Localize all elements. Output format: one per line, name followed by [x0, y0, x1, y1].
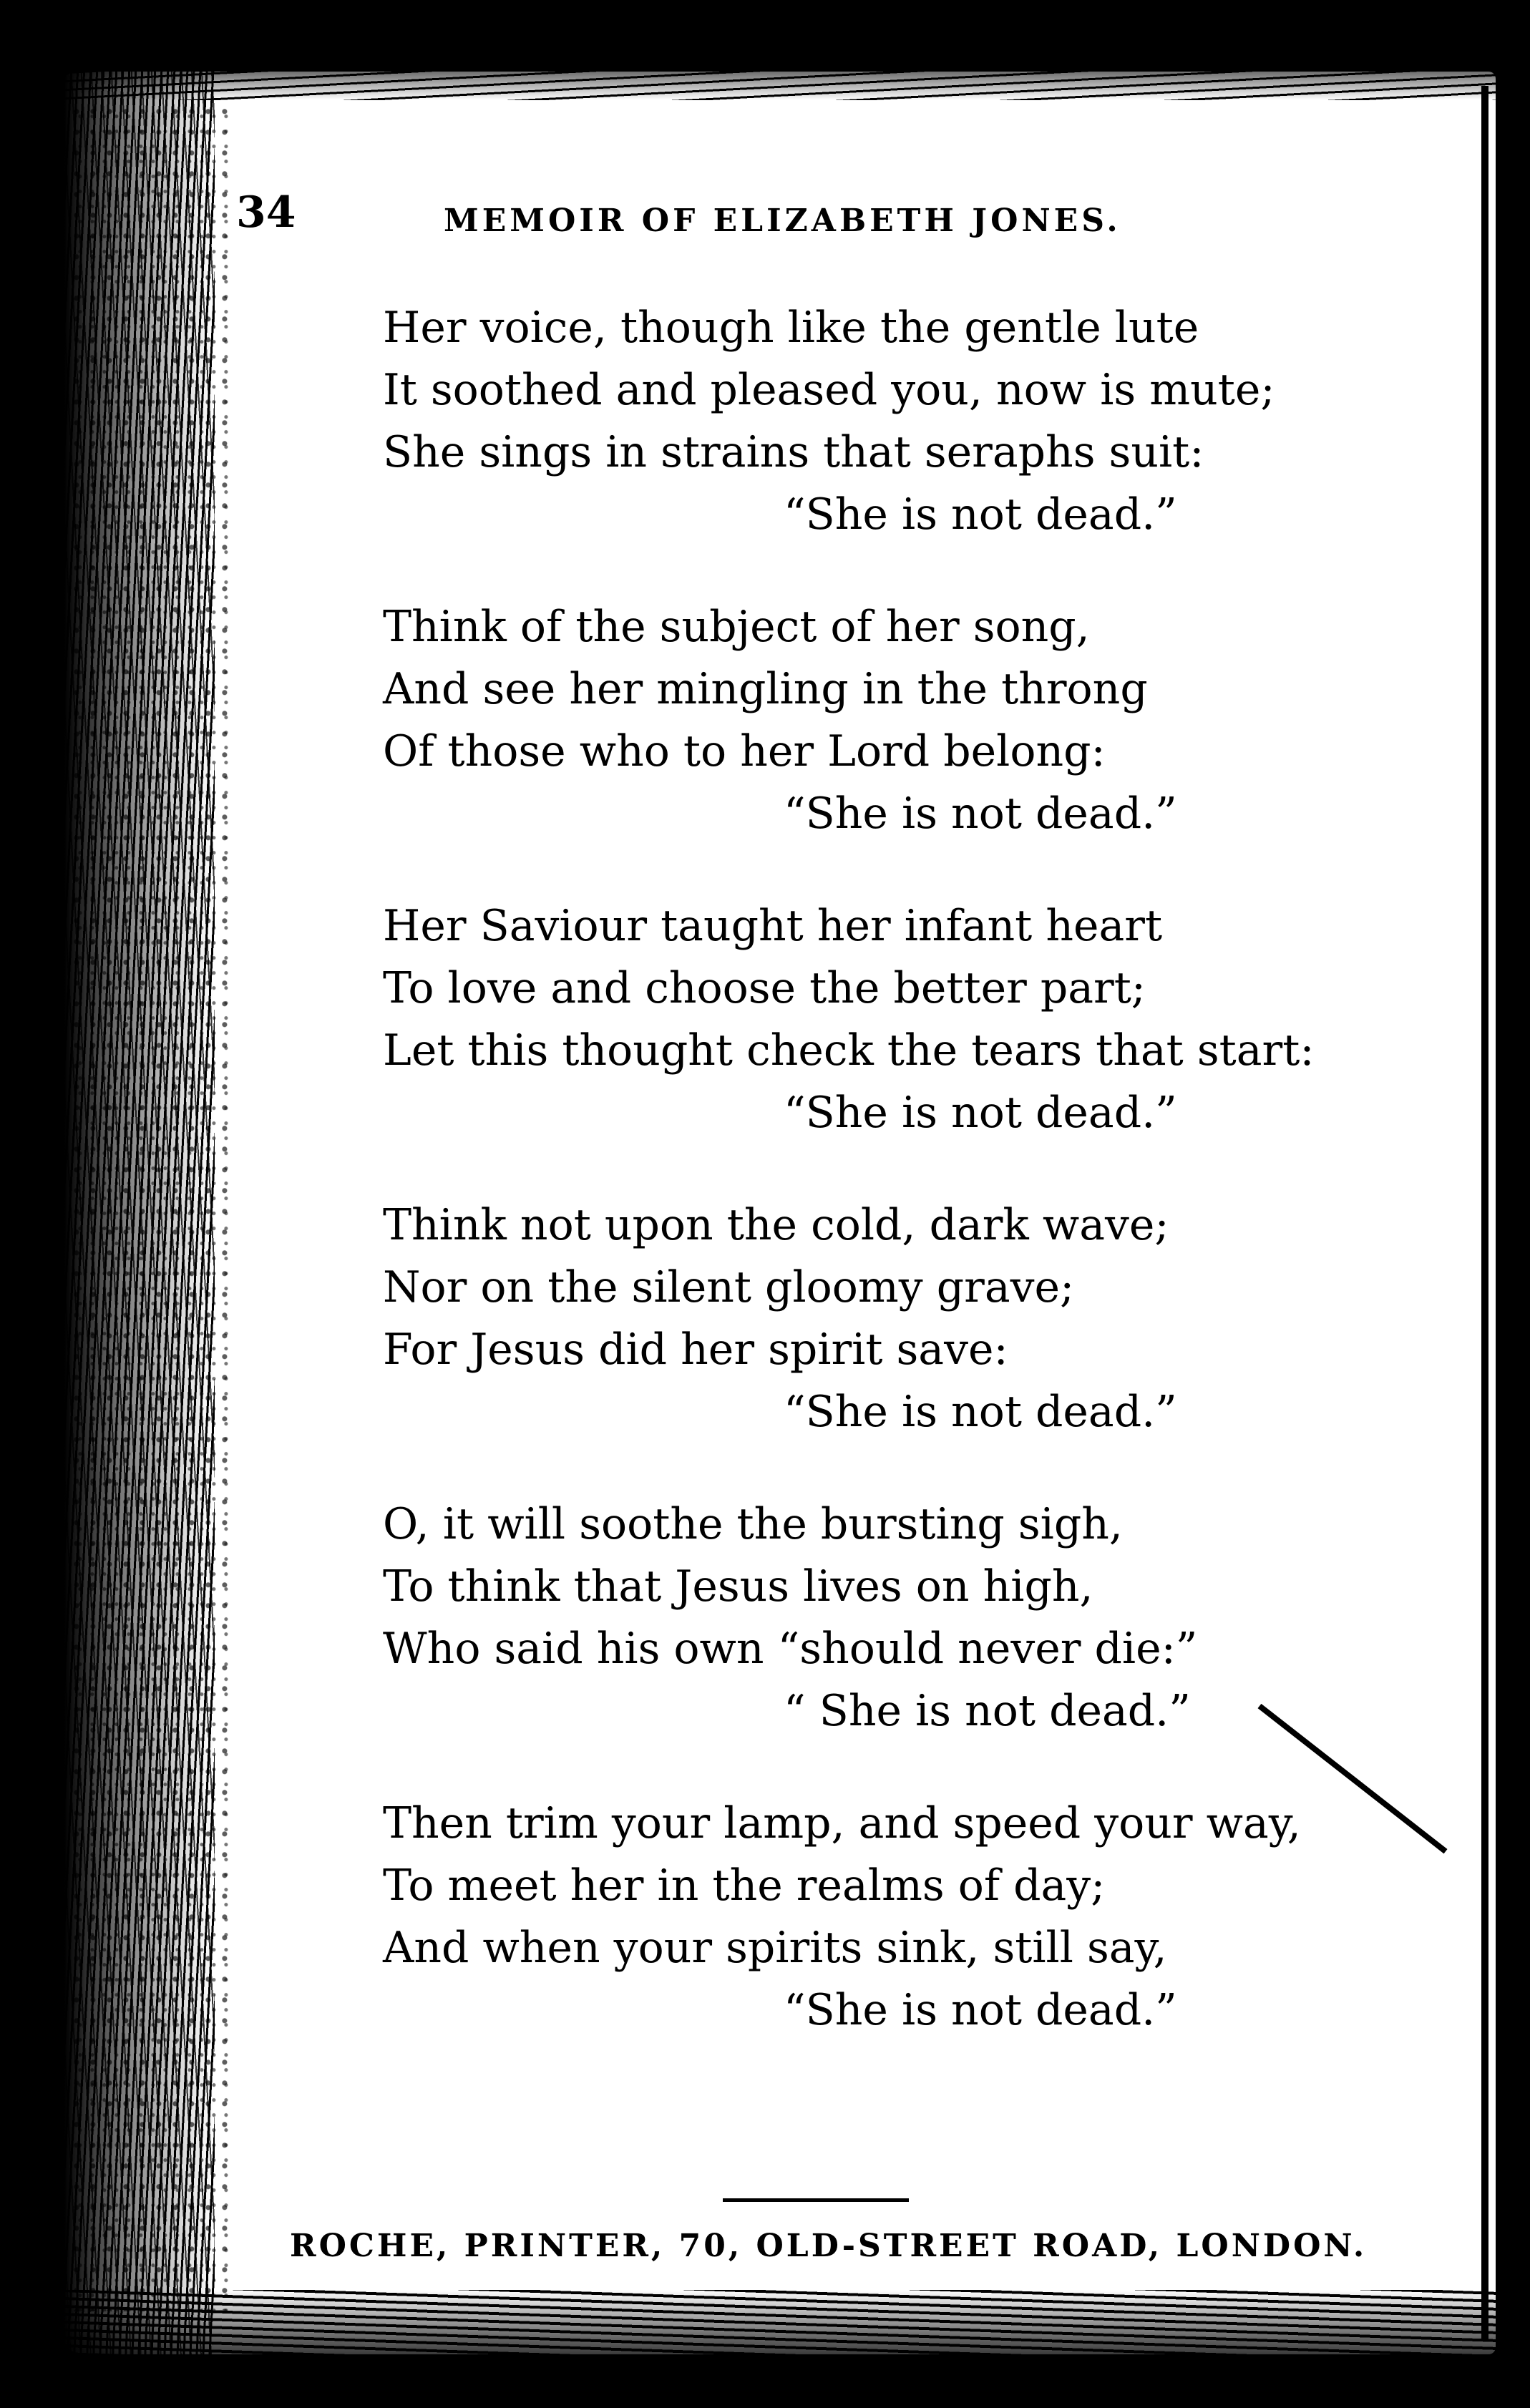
- printer-imprint: ROCHE, PRINTER, 70, OLD-STREET ROAD, LONDON.: [290, 2228, 1368, 2264]
- poem-line: Think of the subject of her song,: [383, 602, 1090, 652]
- poem-line: To think that Jesus lives on high,: [383, 1561, 1093, 1612]
- page-number: 34: [236, 187, 296, 238]
- poem-line: For Jesus did her spirit save:: [383, 1325, 1008, 1375]
- stanza: [383, 1194, 1399, 1443]
- poem-line: Of those who to her Lord belong:: [383, 726, 1106, 776]
- poem-line: She sings in strains that seraphs suit:: [383, 427, 1204, 477]
- stanza: [383, 1493, 1399, 1742]
- poem: [383, 297, 1399, 2092]
- poem-line: O, it will soothe the bursting sigh,: [383, 1499, 1123, 1549]
- stanza: [383, 895, 1399, 1144]
- page-right-edge: [1481, 86, 1488, 2340]
- poem-line: Who said his own “should never die:”: [383, 1624, 1198, 1674]
- poem-line: Her Saviour taught her infant heart: [383, 901, 1163, 951]
- poem-line: To love and choose the better part;: [383, 963, 1146, 1013]
- refrain-line: “She is not dead.”: [784, 1088, 1177, 1138]
- poem-line: Think not upon the cold, dark wave;: [383, 1200, 1169, 1250]
- refrain-line: “She is not dead.”: [784, 1387, 1177, 1437]
- poem-line: Nor on the silent gloomy grave;: [383, 1262, 1075, 1312]
- refrain-line: “She is not dead.”: [784, 1985, 1177, 2035]
- poem-line: Her voice, though like the gentle lute: [383, 303, 1199, 353]
- stanza: [383, 297, 1399, 546]
- poem-line: It soothed and pleased you, now is mute;: [383, 365, 1275, 415]
- running-head: MEMOIR OF ELIZABETH JONES.: [444, 203, 1121, 239]
- refrain-line: “She is not dead.”: [784, 489, 1177, 540]
- poem-line: To meet her in the realms of day;: [383, 1861, 1106, 1911]
- poem-line: Let this thought check the tears that start:: [383, 1025, 1315, 1076]
- refrain-line: “ She is not dead.”: [784, 1686, 1191, 1736]
- stanza: [383, 1793, 1399, 2042]
- refrain-line: “She is not dead.”: [784, 789, 1177, 839]
- poem-line: And when your spirits sink, still say,: [383, 1923, 1167, 1973]
- poem-line: Then trim your lamp, and speed your way,: [383, 1798, 1301, 1848]
- footer-rule: [723, 2198, 909, 2202]
- poem-line: And see her mingling in the throng: [383, 664, 1148, 714]
- stanza: [383, 596, 1399, 845]
